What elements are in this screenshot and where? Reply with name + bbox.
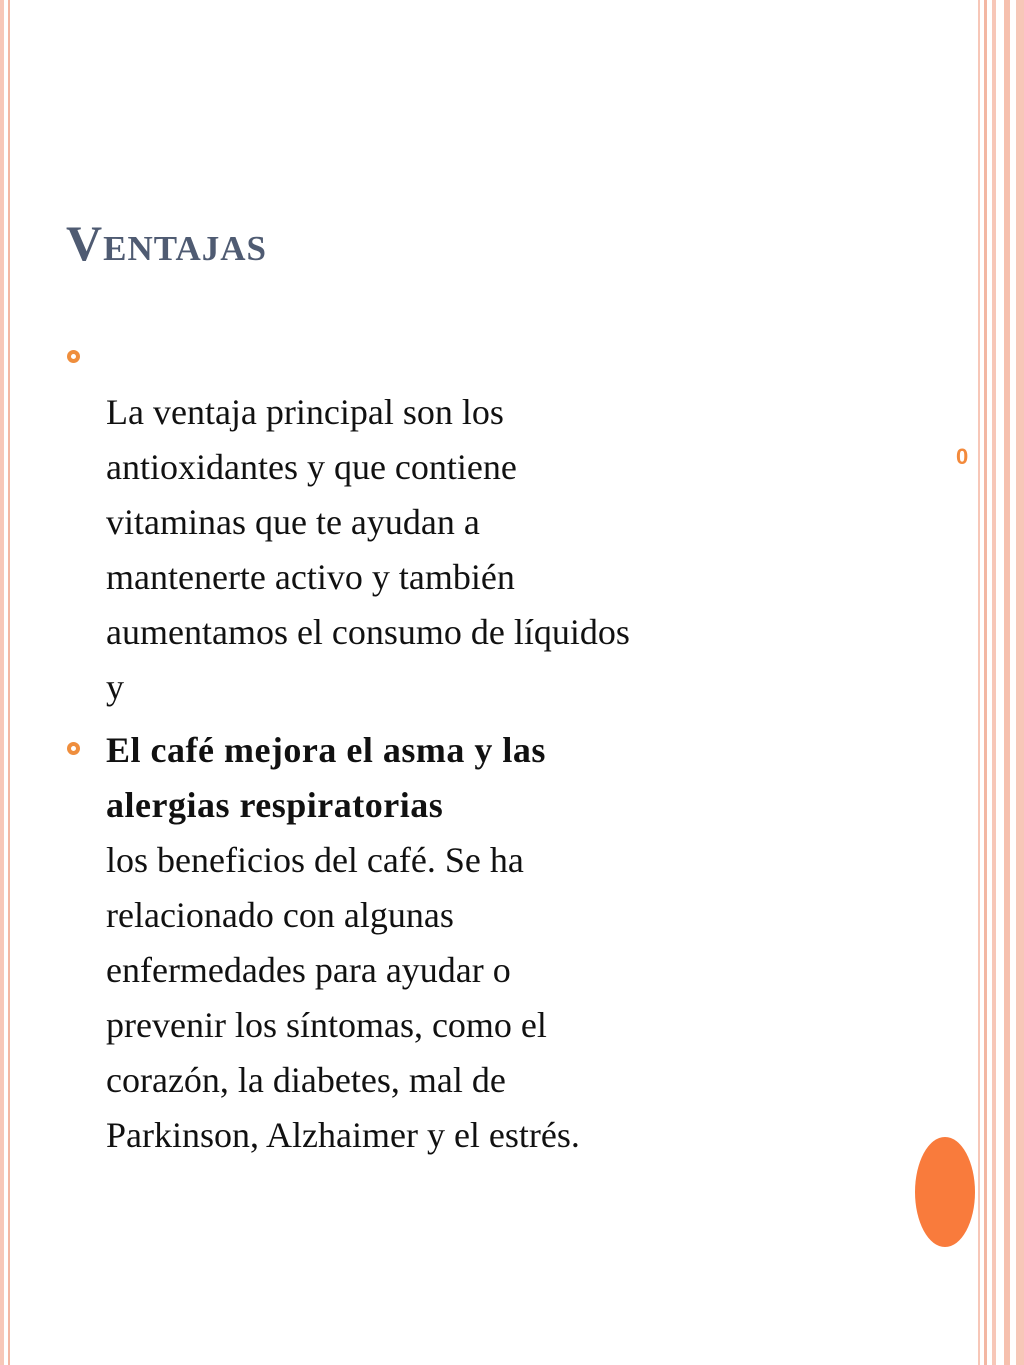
bullet-line: Parkinson, Alzhaimer y el estrés. <box>106 1115 580 1155</box>
frame-line-right-5 <box>1016 0 1024 1365</box>
bullet-heading-line: El café mejora el asma y las <box>106 730 546 770</box>
bullet-text-1 <box>106 385 896 715</box>
bullet-line: los beneficios del café. Se ha <box>106 840 524 880</box>
bullet-line: enfermedades para ayudar o <box>106 950 511 990</box>
bullet-line: aumentamos el consumo de líquidos <box>106 612 630 652</box>
bullet-line: y <box>106 667 124 707</box>
frame-line-right-1 <box>978 0 980 1365</box>
bullet-line: mantenerte activo y también <box>106 557 515 597</box>
bullet-text-2 <box>106 723 896 1163</box>
bullet-line: vitaminas que te ayudan a <box>106 502 480 542</box>
orange-oval-shape <box>915 1137 975 1247</box>
bullet-circle-icon <box>67 742 80 755</box>
bullet-line: relacionado con algunas <box>106 895 454 935</box>
side-marker-zero: 0 <box>956 444 969 469</box>
frame-line-left-outer <box>0 0 4 1365</box>
bullet-line: corazón, la diabetes, mal de <box>106 1060 506 1100</box>
frame-line-right-4 <box>1004 0 1010 1365</box>
bullet-circle-icon <box>67 350 80 363</box>
bullet-heading-line: alergias respiratorias <box>106 785 444 825</box>
frame-line-right-3 <box>992 0 996 1365</box>
bullet-line: La ventaja principal son los <box>106 392 504 432</box>
slide-title: Ventajas <box>66 215 267 271</box>
bullet-line: antioxidantes y que contiene <box>106 447 517 487</box>
frame-line-right-2 <box>984 0 987 1365</box>
frame-line-left-inner <box>8 0 10 1365</box>
bullet-line: prevenir los síntomas, como el <box>106 1005 547 1045</box>
